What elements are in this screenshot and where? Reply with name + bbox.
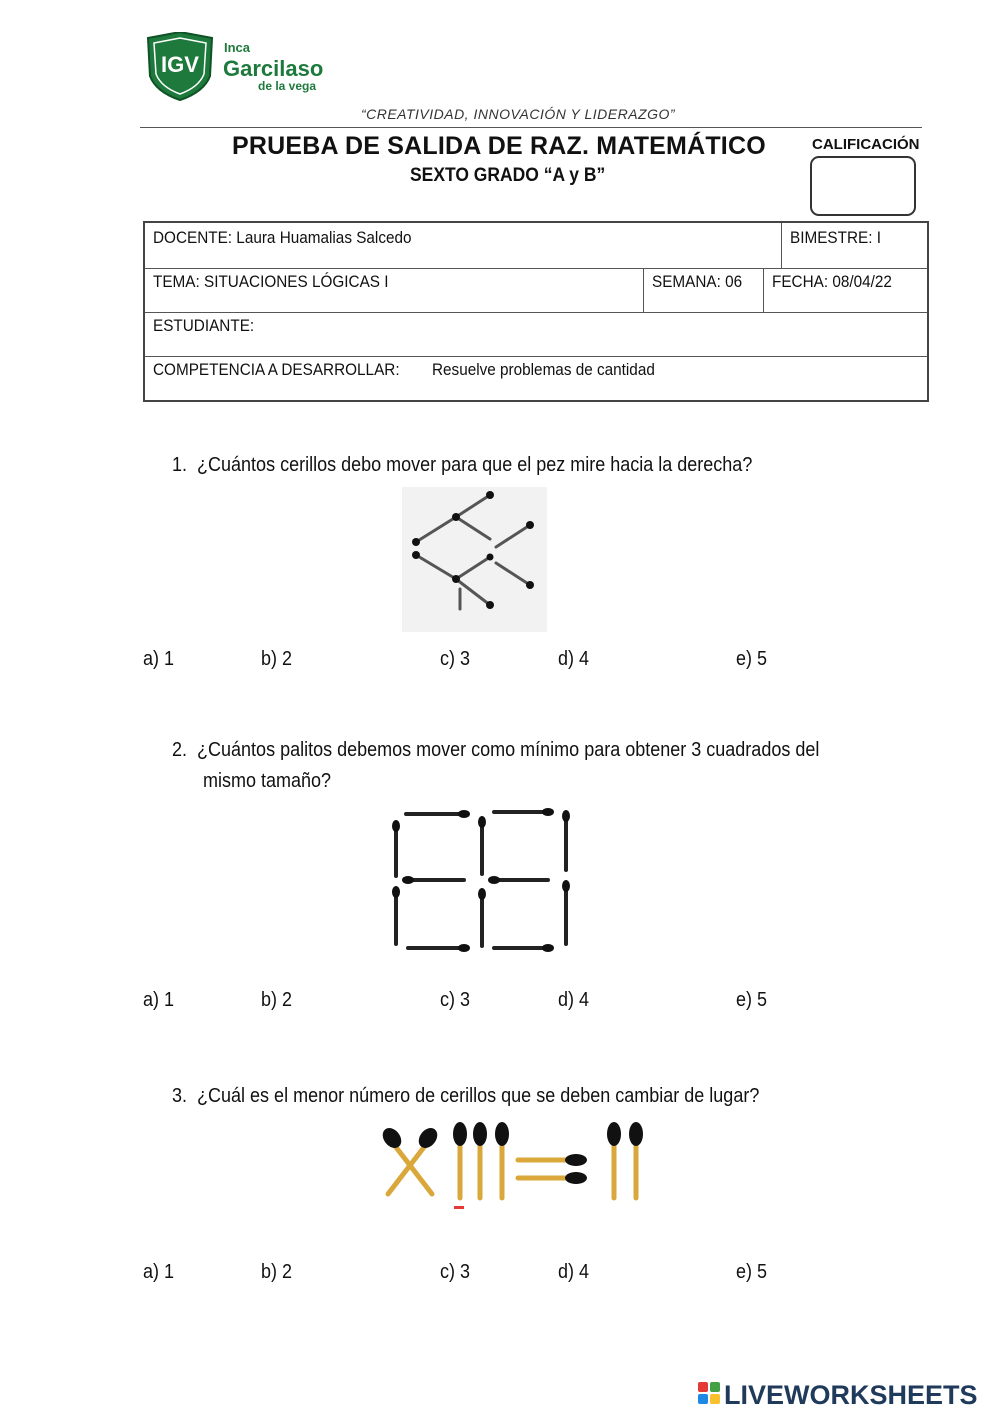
- logo-initials: IGV: [161, 52, 199, 77]
- q2-option-b[interactable]: b) 2: [261, 989, 293, 1011]
- q2-option-d[interactable]: d) 4: [558, 989, 590, 1011]
- semana-cell: SEMANA: 06: [652, 272, 743, 291]
- q1-option-b[interactable]: b) 2: [261, 648, 293, 670]
- logo-sub-text: de la vega: [258, 79, 317, 93]
- question-2-line-2: mismo tamaño?: [203, 770, 332, 792]
- q3-option-e[interactable]: e) 5: [736, 1261, 768, 1283]
- grade-box[interactable]: [810, 156, 916, 216]
- question-2: 2. ¿Cuántos palitos debemos mover como mínimo para obtener 3 cuadrados del: [172, 739, 820, 761]
- header-divider: [140, 127, 922, 128]
- logo-name-text: Garcilaso: [223, 56, 324, 81]
- grade-label: CALIFICACIÓN: [812, 136, 920, 153]
- fish-matchstick-figure: [402, 487, 547, 632]
- watermark-text: LIVEWORKSHEETS: [724, 1380, 978, 1410]
- question-1: 1. ¿Cuántos cerillos debo mover para que el pez mire hacia la derecha?: [172, 454, 753, 476]
- q3-option-b[interactable]: b) 2: [261, 1261, 293, 1283]
- page-title: PRUEBA DE SALIDA DE RAZ. MATEMÁTICO: [232, 132, 766, 160]
- fecha-cell: FECHA: 08/04/22: [772, 272, 892, 291]
- estudiante-cell[interactable]: ESTUDIANTE:: [153, 316, 255, 335]
- q2-option-c[interactable]: c) 3: [440, 989, 471, 1011]
- q2-option-a[interactable]: a) 1: [143, 989, 175, 1011]
- q1-option-e[interactable]: e) 5: [736, 648, 768, 670]
- page-subtitle: SEXTO GRADO “A y B”: [410, 165, 606, 186]
- question-3: 3. ¿Cuál es el menor número de cerillos que se deben cambiar de lugar?: [172, 1085, 760, 1107]
- squares-matchstick-figure: [384, 804, 580, 968]
- logo-small-text: Inca: [224, 40, 251, 55]
- liveworksheets-watermark: [696, 1376, 996, 1410]
- school-logo: [144, 32, 344, 102]
- q3-option-c[interactable]: c) 3: [440, 1261, 471, 1283]
- q1-option-c[interactable]: c) 3: [440, 648, 471, 670]
- roman-equation-matchstick-figure: [370, 1118, 660, 1214]
- bimestre-cell: BIMESTRE: I: [790, 228, 881, 247]
- q1-option-d[interactable]: d) 4: [558, 648, 590, 670]
- school-motto: “CREATIVIDAD, INNOVACIÓN Y LIDERAZGO”: [360, 106, 676, 122]
- q2-option-e[interactable]: e) 5: [736, 989, 768, 1011]
- competencia-cell: COMPETENCIA A DESARROLLAR: Resuelve problemas de cantidad: [153, 360, 655, 379]
- q3-option-d[interactable]: d) 4: [558, 1261, 590, 1283]
- info-table: [143, 221, 929, 402]
- docente-cell: DOCENTE: Laura Huamalias Salcedo: [153, 228, 412, 247]
- q3-option-a[interactable]: a) 1: [143, 1261, 175, 1283]
- q1-option-a[interactable]: a) 1: [143, 648, 175, 670]
- liveworksheets-logo-icon: [698, 1382, 720, 1404]
- tema-cell: TEMA: SITUACIONES LÓGICAS I: [153, 272, 389, 291]
